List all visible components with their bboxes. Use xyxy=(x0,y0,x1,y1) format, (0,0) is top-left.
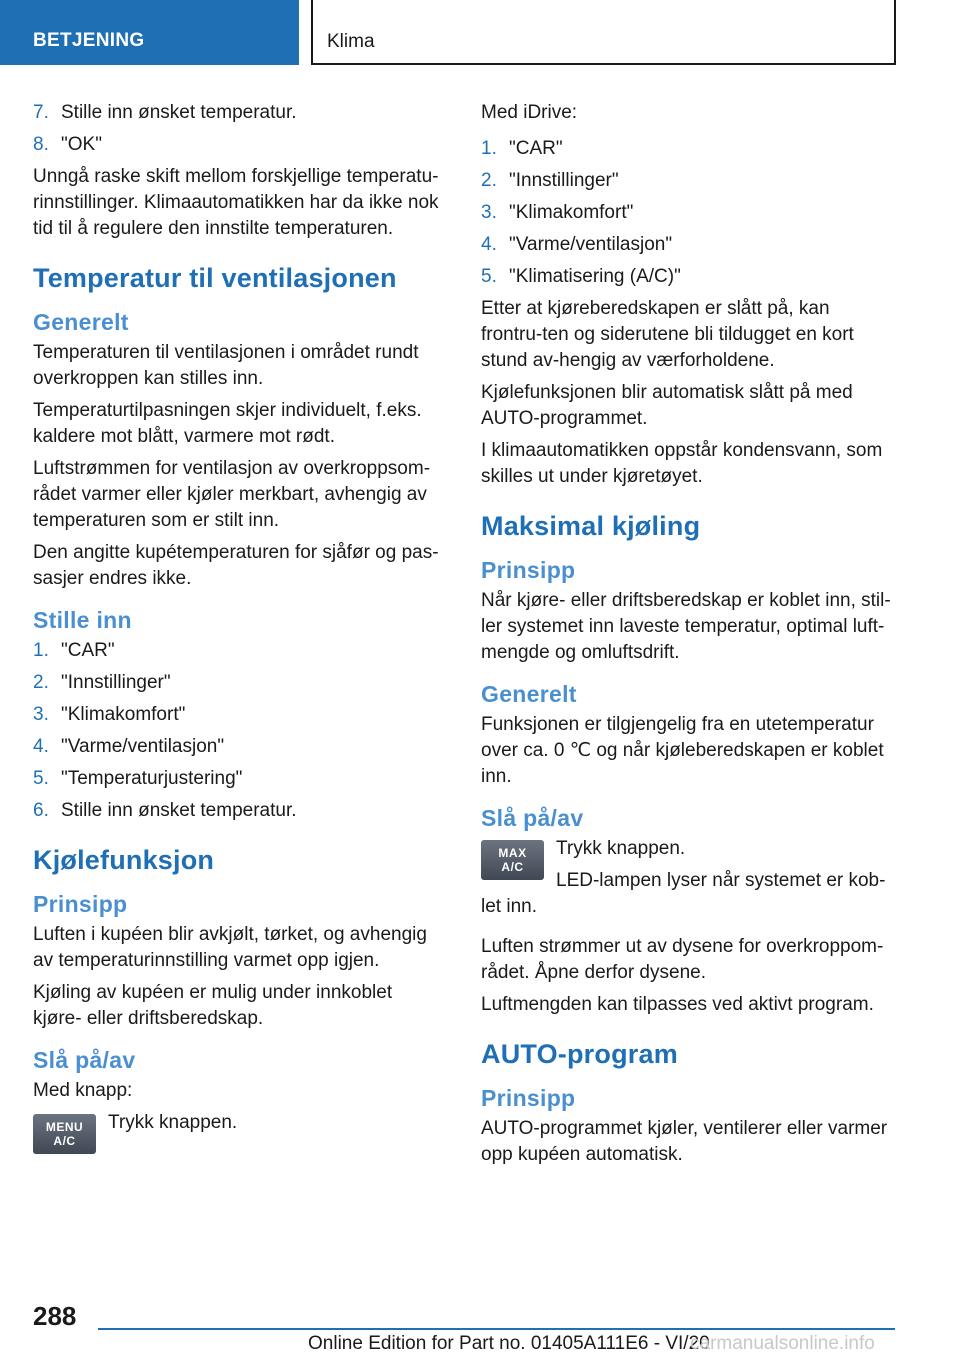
watermark-text: carmanualsonline.info xyxy=(690,1333,875,1354)
list-item: 3. "Klimakomfort" xyxy=(481,202,634,223)
footer-divider xyxy=(98,1328,895,1330)
heading-prinsipp: Prinsipp xyxy=(481,557,576,583)
list-item: 1. "CAR" xyxy=(481,138,563,159)
page-number: 288 xyxy=(33,1301,77,1331)
heading-kjolefunksjon: Kjølefunksjon xyxy=(33,845,215,875)
chapter-title: Klima xyxy=(327,31,375,52)
list-item: 8. "OK" xyxy=(33,134,102,155)
paragraph: Trykk knappen. xyxy=(556,838,686,859)
heading-sla-pa-av: Slå på/av xyxy=(481,805,584,831)
paragraph: Unngå raske skift mellom forskjellige temperatu‐rinnstillinger. Klimaautomatikken har da ikke nok tid til å regulere den innstilte temperaturen. xyxy=(33,166,439,239)
paragraph: Luften strømmer ut av dysene for overkroppom‐rådet. Åpne derfor dysene. xyxy=(481,936,884,983)
heading-generelt: Generelt xyxy=(33,309,129,335)
paragraph: Den angitte kupétemperaturen for sjåfør og pas‐sasjer endres ikke. xyxy=(33,542,439,589)
paragraph: Kjøling av kupéen er mulig under innkoblet kjøre- eller driftsberedskap. xyxy=(33,982,393,1029)
paragraph: LED-lampen lyser når systemet er kob‐let inn. xyxy=(481,870,886,917)
list-item: 7. Stille inn ønsket temperatur. xyxy=(33,102,297,123)
heading-auto-program: AUTO-program xyxy=(481,1039,678,1069)
list-item: 4. "Varme/ventilasjon" xyxy=(481,234,673,255)
paragraph: Med iDrive: xyxy=(481,102,578,123)
paragraph: Luftmengden kan tilpasses ved aktivt program. xyxy=(481,994,874,1015)
button-instruction xyxy=(481,836,891,920)
left-column xyxy=(33,100,443,1162)
heading-prinsipp: Prinsipp xyxy=(481,1085,576,1111)
chapter-tab xyxy=(311,0,896,65)
list-item: 2. "Innstillinger" xyxy=(481,170,619,191)
paragraph: Temperaturtilpasningen skjer individuelt, f.eks. kaldere mot blått, varmere mot rødt. xyxy=(33,400,422,447)
section-title: BETJENING xyxy=(33,30,145,51)
paragraph: Med knapp: xyxy=(33,1080,133,1101)
paragraph: AUTO-programmet kjøler, ventilerer eller varmer opp kupéen automatisk. xyxy=(481,1118,888,1165)
edition-text: Online Edition for Part no. 01405A111E6 - VI/20 xyxy=(308,1333,710,1354)
heading-maksimal-kjoling: Maksimal kjøling xyxy=(481,511,701,541)
paragraph: Luftstrømmen for ventilasjon av overkroppsom‐rådet varmer eller kjøler merkbart, avhengig av temperaturen som er stilt inn. xyxy=(33,458,431,531)
heading-generelt: Generelt xyxy=(481,681,577,707)
paragraph: Etter at kjøreberedskapen er slått på, kan frontru‐ten og siderutene bli tildugget en kort stund av‐hengig av værforholdene. xyxy=(481,298,854,371)
paragraph: Funksjonen er tilgjengelig fra en utetemperatur over ca. 0 ℃ og når kjøleberedskapen er koblet inn. xyxy=(481,714,884,787)
button-instruction xyxy=(33,1110,443,1162)
list-item: 5. "Temperaturjustering" xyxy=(33,768,243,789)
paragraph: I klimaautomatikken oppstår kondensvann, som skilles ut under kjøretøyet. xyxy=(481,440,883,487)
heading-prinsipp: Prinsipp xyxy=(33,891,128,917)
list-item: 1. "CAR" xyxy=(33,640,115,661)
paragraph: Trykk knappen. xyxy=(108,1112,238,1133)
list-item: 3. "Klimakomfort" xyxy=(33,704,186,725)
list-item: 2. "Innstillinger" xyxy=(33,672,171,693)
paragraph: Kjølefunksjonen blir automatisk slått på med AUTO-programmet. xyxy=(481,382,853,429)
menu-ac-button-icon: MENU A/C xyxy=(33,1114,96,1154)
right-column xyxy=(481,100,891,1174)
paragraph: Luften i kupéen blir avkjølt, tørket, og avhengig av temperaturinnstilling varmet opp igjen. xyxy=(33,924,427,971)
heading-stille-inn: Stille inn xyxy=(33,607,132,633)
paragraph: Når kjøre- eller driftsberedskap er koblet inn, stil‐ler systemet inn laveste temperatur, optimal luft‐mengde og omluftsdrift. xyxy=(481,590,891,663)
max-ac-button-icon: MAX A/C xyxy=(481,840,544,880)
section-tab xyxy=(0,0,299,65)
paragraph: Temperaturen til ventilasjonen i området rundt overkroppen kan stilles inn. xyxy=(33,342,419,389)
list-item: 6. Stille inn ønsket temperatur. xyxy=(33,800,297,821)
heading-sla-pa-av: Slå på/av xyxy=(33,1047,136,1073)
heading-ventilation: Temperatur til ventilasjonen xyxy=(33,263,397,293)
list-item: 5. "Klimatisering (A/C)" xyxy=(481,266,681,287)
list-item: 4. "Varme/ventilasjon" xyxy=(33,736,225,757)
